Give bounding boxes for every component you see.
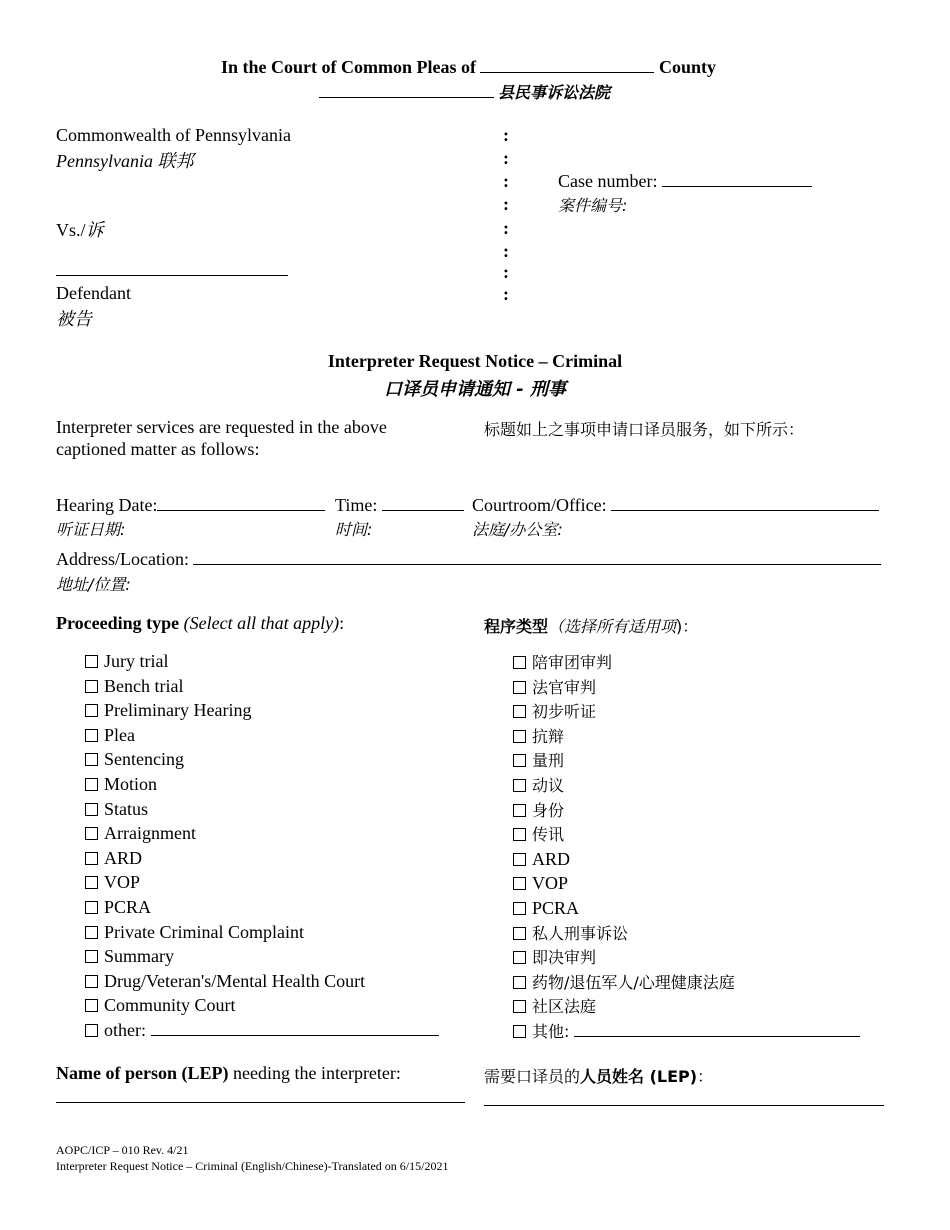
courtroom-label: Courtroom/Office: [472,495,607,515]
checkbox[interactable] [85,901,98,914]
lep-name-label [56,1063,401,1084]
option-plea-zh[interactable]: 抗辩 [513,724,860,749]
vs-label [56,216,104,242]
time-zh: 时间: [335,520,373,539]
checkbox[interactable] [513,754,526,767]
checkbox[interactable] [85,680,98,693]
court-header-zh [319,80,610,103]
checkbox[interactable] [513,730,526,743]
checkbox[interactable] [513,1025,526,1038]
case-number-zh: 案件编号: [558,196,628,215]
option-arraignment-zh[interactable]: 传讯 [513,822,860,847]
proceeding-heading-zh: 程序类型 [484,617,549,636]
caption-colon: : [503,241,509,261]
lep-name-blank[interactable] [56,1090,465,1108]
checkbox[interactable] [513,976,526,989]
court-zh: 县民事诉讼法院 [498,83,611,102]
checkbox[interactable] [513,877,526,890]
lep-name-rest: needing the interpreter: [228,1063,401,1083]
defendant-en: Defendant [56,283,131,303]
defendant-zh: 被告 [56,309,92,329]
translation-note: Interpreter Request Notice – Criminal (English/Chinese)-Translated on 6/15/2021 [56,1159,449,1173]
option-arraignment[interactable]: Arraignment [85,821,439,846]
address-blank[interactable] [193,563,881,565]
checkbox[interactable] [513,681,526,694]
checkbox[interactable] [513,656,526,669]
lep-name-blank-zh[interactable] [484,1093,884,1111]
option-private-criminal-complaint-zh[interactable]: 私人刑事诉讼 [513,921,860,946]
caption-colon: : [503,148,509,168]
county-blank[interactable] [480,71,654,73]
other-blank-zh[interactable] [574,1035,860,1037]
option-summary[interactable]: Summary [85,944,439,969]
vs-en: Vs./ [56,220,86,240]
option-summary-zh[interactable]: 即决审判 [513,945,860,970]
option-jury-trial[interactable]: Jury trial [85,649,439,674]
option-sentencing[interactable]: Sentencing [85,747,439,772]
court-header [221,57,716,78]
checkbox[interactable] [513,779,526,792]
option-other[interactable]: other: [85,1018,439,1043]
form-title: Interpreter Request Notice – Criminal [327,351,623,371]
checkbox[interactable] [85,778,98,791]
proceeding-colon-zh: )： [676,617,699,636]
plaintiff-zh: Pennsylvania 联邦 [56,151,194,171]
proceeding-hint-zh: （选择所有适用项 [548,617,677,636]
form-title-zh: 口译员申请通知 - 刑事 [383,379,566,400]
caption-colon: : [503,284,509,304]
option-motion-zh[interactable]: 动议 [513,773,860,798]
proceeding-options-zh [513,650,860,1044]
address-field [56,549,881,570]
form-id: AOPC/ICP – 010 Rev. 4/21 [56,1143,189,1157]
lep-zh-bold: 人员姓名 (LEP) [580,1067,698,1086]
checkbox[interactable] [85,876,98,889]
lep-zh-prefix: 需要口译员的 [484,1067,581,1086]
option-plea[interactable]: Plea [85,723,439,748]
courtroom-zh: 法庭/办公室: [472,520,563,539]
checkbox[interactable] [513,902,526,915]
caption-colon: : [503,171,509,191]
time-label: Time: [335,495,378,515]
checkbox[interactable] [513,828,526,841]
caption-colon: : [503,125,509,145]
option-other-zh[interactable]: 其他: [513,1019,860,1044]
option-ard[interactable]: ARD [85,846,439,871]
address-zh: 地址/位置: [56,575,131,594]
option-bench-trial-zh[interactable]: 法官审判 [513,675,860,700]
other-blank[interactable] [151,1034,439,1036]
option-preliminary-hearing[interactable]: Preliminary Hearing [85,698,439,723]
checkbox[interactable] [85,753,98,766]
time-field [335,495,464,516]
lep-zh-colon: ： [697,1067,714,1086]
courtroom-field [472,495,879,516]
checkbox[interactable] [513,927,526,940]
proceeding-heading-zh-wrap [484,614,698,637]
hearing-date-zh: 听证日期: [56,520,126,539]
case-number [558,171,812,192]
option-private-criminal-complaint[interactable]: Private Criminal Complaint [85,920,439,945]
address-label: Address/Location: [56,549,189,569]
proceeding-options-en [85,649,439,1043]
vs-zh: 诉 [85,220,104,240]
courtroom-blank[interactable] [611,509,879,511]
option-community-court[interactable]: Community Court [85,993,439,1018]
option-preliminary-hearing-zh[interactable]: 初步听证 [513,699,860,724]
option-drug-veteran-mental-health-court[interactable]: Drug/Veteran's/Mental Health Court [85,969,439,994]
court-prefix: In the Court of Common Pleas of [221,57,476,77]
option-vop-zh[interactable]: VOP [513,871,860,896]
option-pcra-zh[interactable]: PCRA [513,896,860,921]
checkbox[interactable] [513,705,526,718]
option-status-zh[interactable]: 身份 [513,798,860,823]
intro-en: Interpreter services are requested in the above captioned matter as follows: [56,417,387,459]
option-ard-zh[interactable]: ARD [513,847,860,872]
hearing-date-blank[interactable] [157,509,325,511]
option-jury-trial-zh[interactable]: 陪审团审判 [513,650,860,675]
option-drug-veteran-mental-health-court-zh[interactable]: 药物/退伍军人/心理健康法庭 [513,970,860,995]
option-motion[interactable]: Motion [85,772,439,797]
time-blank[interactable] [382,509,464,511]
caption-colon: : [503,194,509,214]
caption-colon: : [503,218,509,238]
checkbox[interactable] [85,803,98,816]
checkbox[interactable] [85,926,98,939]
option-vop[interactable]: VOP [85,870,439,895]
hearing-date-label: Hearing Date: [56,495,158,515]
checkbox[interactable] [85,999,98,1012]
lep-name-label-zh [484,1064,713,1087]
court-suffix: County [658,57,716,77]
plaintiff-en: Commonwealth of Pennsylvania [56,125,291,145]
checkbox[interactable] [85,704,98,717]
checkbox[interactable] [513,951,526,964]
proceeding-hint-en: (Select all that apply) [183,613,340,633]
checkbox[interactable] [513,853,526,866]
checkbox[interactable] [513,804,526,817]
intro-zh: 标题如上之事项申请口译员服务，如下所示： [484,420,805,439]
defendant-blank[interactable] [56,263,288,281]
checkbox[interactable] [85,827,98,840]
option-bench-trial[interactable]: Bench trial [85,674,439,699]
checkbox[interactable] [85,729,98,742]
checkbox[interactable] [85,852,98,865]
option-sentencing-zh[interactable]: 量刑 [513,748,860,773]
lep-name-bold: Name of person (LEP) [56,1063,229,1083]
proceeding-heading [56,613,344,634]
option-status[interactable]: Status [85,797,439,822]
caption-colon: : [503,262,509,282]
case-number-label: Case number: [558,171,658,191]
checkbox[interactable] [85,655,98,668]
proceeding-colon-en: : [339,613,345,633]
proceeding-heading-en: Proceeding type [56,613,180,633]
checkbox[interactable] [513,1000,526,1013]
county-blank-zh[interactable] [319,96,494,98]
checkbox[interactable] [85,975,98,988]
checkbox[interactable] [85,950,98,963]
hearing-date-field [56,495,325,516]
checkbox[interactable] [85,1024,98,1037]
option-pcra[interactable]: PCRA [85,895,439,920]
case-number-blank[interactable] [662,185,812,187]
option-community-court-zh[interactable]: 社区法庭 [513,994,860,1019]
